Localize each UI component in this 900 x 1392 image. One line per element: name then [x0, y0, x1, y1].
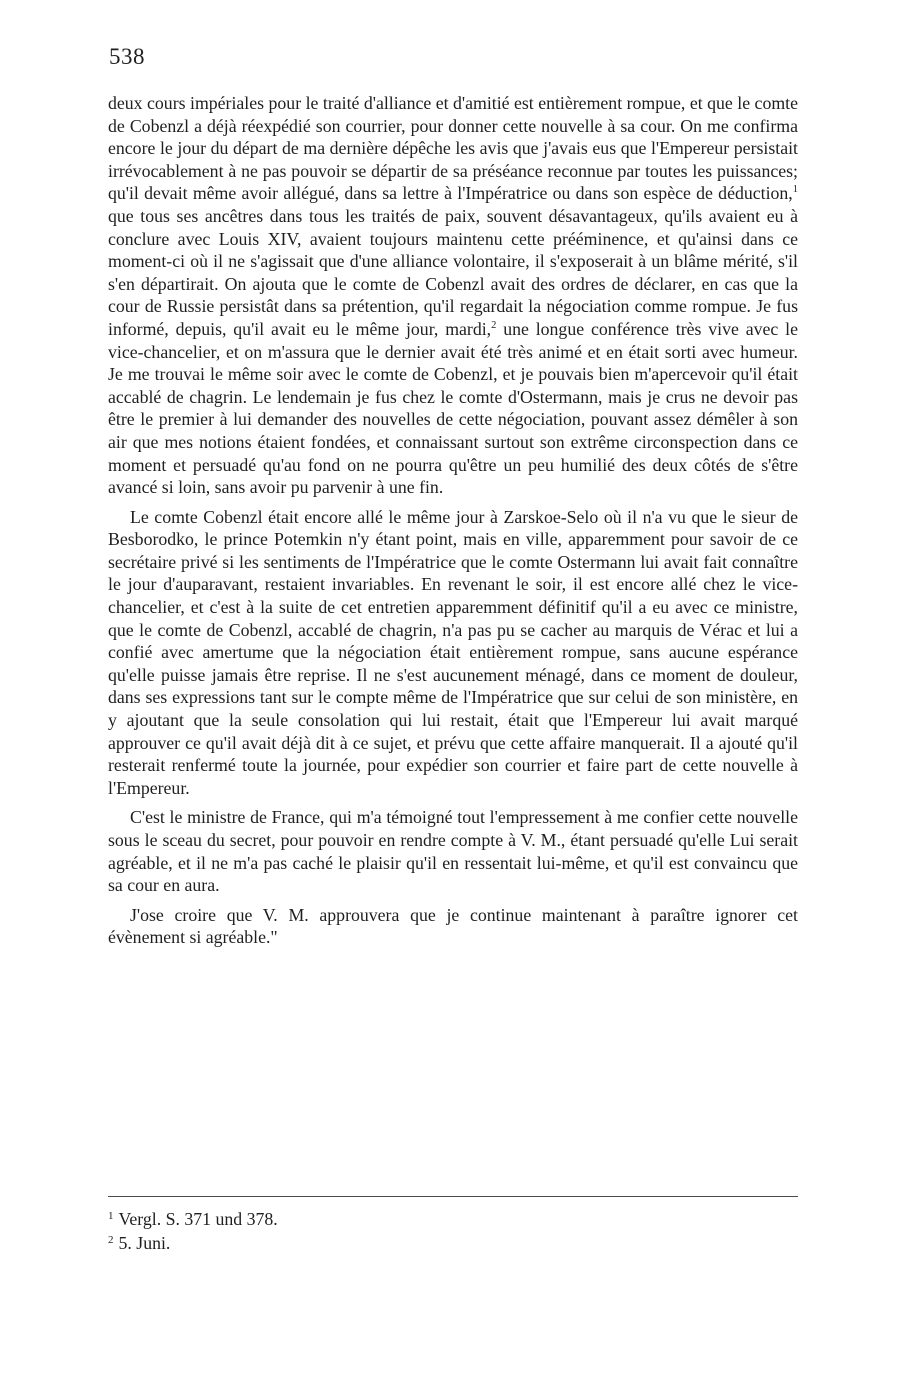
- footnote-text: Vergl. S. 371 und 378.: [118, 1209, 278, 1229]
- footnotes: [108, 1207, 798, 1255]
- paragraph: [108, 904, 798, 949]
- paragraph-text: que tous ses ancêtres dans tous les traités de paix, souvent désavantageux, qu'ils avaient eu à conclure avec Louis XIV, avaient toujours maintenu cette prééminence, et qu'ainsi dans ce moment-ci où il ne s'agissait que d'une alliance volontaire, il s'exposerait à un blâme mérité, s'il s'en départirait. On ajouta que le comte de Cobenzl avait des ordres de déclarer, en cas que la cour de Russie persistât dans sa prétention, qu'il regardait la négociation comme rompue. Je fus informé, depuis, qu'il avait eu le même jour, mardi,: [108, 205, 798, 339]
- footnote-text: 5. Juni.: [118, 1233, 171, 1253]
- paragraph-text: C'est le ministre de France, qui m'a témoigné tout l'empressement à me confier cette nouvelle sous le sceau du secret, pour pouvoir en rendre compte à V. M., étant persuadé qu'elle Lui serait agréable, et il ne m'a pas caché le plaisir qu'il en ressentait lui-même, et qu'il est convaincu que sa cour en aura.: [108, 807, 798, 896]
- page-number: 538: [109, 44, 145, 69]
- footnote-reference: 1: [792, 184, 798, 196]
- footnote-divider: [108, 1196, 798, 1197]
- footnote-mark: 2: [108, 1234, 114, 1246]
- footnote-reference: 2: [491, 319, 497, 331]
- paragraph-text: deux cours impériales pour le traité d'alliance et d'amitié est entièrement rompue, et que le comte de Cobenzl a déjà réexpédié son courrier, pour donner cette nouvelle à sa cour. On me confirma encore le jour du départ de ma dernière dépêche les avis que j'avais eus que l'Empereur persistait irrévocablement à ne pas pouvoir se départir de sa préséance reconnue par toutes les puissances; qu'il devait même avoir allégué, dans sa lettre à l'Impératrice ou dans son espèce de déduction,: [108, 93, 798, 204]
- footnote: [108, 1207, 798, 1231]
- footnote-mark: 1: [108, 1210, 114, 1222]
- paragraph-text: Le comte Cobenzl était encore allé le même jour à Zarskoe-Selo où il n'a vu que le sieur de Besborodko, le prince Potemkin n'y étant point, mais en ville, apparemment pour savoir de ce secrétaire privé si les sentiments de l'Impératrice que le comte Ostermann lui avait fait connaître le jour d'auparavant, restaient invariables. En revenant le soir, il est encore allé chez le vice-chancelier, et c'est à la suite de cet entretien apparemment définitif qu'il a eu avec ce ministre, que le comte de Cobenzl, accablé de chagrin, n'a pas pu se cacher au marquis de Vérac et lui a confié avec amertume que la négociation était entièrement rompue, sans aucune espérance qu'elle puisse jamais être reprise. Il ne s'est aucunement ménagé, dans ce moment de douleur, dans ses expressions tant sur le compte même de l'Impératrice que sur celui de son ministère, en y ajoutant que la seule consolation qui lui restait, était que l'Empereur lui avait marqué approuver ce qu'il avait déjà dit à ce sujet, et prévu que cette affaire manquerait. Il a ajouté qu'il resterait renfermé toute la journée, pour expédier son courrier et faire part de cette nouvelle à l'Empereur.: [108, 506, 798, 798]
- paragraph-text: J'ose croire que V. M. approuvera que je continue maintenant à paraître ignorer cet évènement si agréable.": [108, 904, 798, 948]
- body-text: [108, 92, 798, 949]
- footnote: [108, 1231, 798, 1255]
- paragraph: [108, 806, 798, 896]
- paragraph-text: une longue conférence très vive avec le vice-chancelier, et on m'assura que le dernier avait été très animé et en était sorti avec humeur. Je me trouvai le même soir avec le comte de Cobenzl, et je pouvais bien m'apercevoir qu'il était accablé de chagrin. Le lendemain je fus chez le comte d'Ostermann, mais je crus ne devoir pas être le premier à lui demander des nouvelles de cette négociation, pouvant assez démêler à son air que mes notions étaient fondées, et connaissant surtout son extrême circonspection dans ce moment et persuadé qu'au fond on ne pourra qu'être un peu humilié des deux côtés de s'être avancé si loin, sans avoir pu parvenir à une fin.: [108, 318, 798, 498]
- paragraph: [108, 92, 798, 499]
- paragraph: [108, 506, 798, 800]
